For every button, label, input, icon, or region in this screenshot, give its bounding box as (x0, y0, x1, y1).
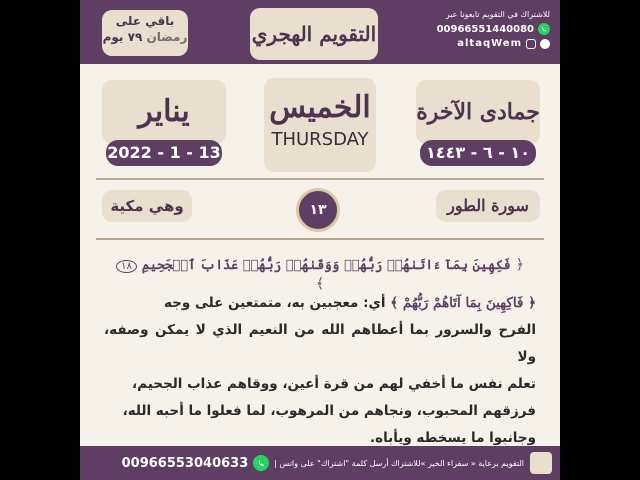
footer-band (80, 446, 560, 480)
subscribe-text: للاشتراك في التقويم تابعونا عبر (445, 10, 550, 19)
tafsir-line-5: وجانبوا ما يسخطه ويأباه. (369, 430, 536, 446)
hijri-month-panel (416, 80, 540, 144)
twitter-icon (540, 39, 550, 49)
instagram-icon (526, 39, 536, 49)
social-handle[interactable]: altaqWem (457, 38, 522, 49)
footer-whatsapp-icon (253, 455, 269, 471)
sponsor-logo (530, 452, 552, 474)
weekday-panel (264, 78, 376, 172)
verse-line (110, 254, 530, 292)
gregorian-month-panel (102, 80, 226, 144)
surah-name: سورة الطور (436, 190, 540, 222)
title-panel (250, 8, 378, 60)
subscribe-info (410, 10, 550, 49)
gregorian-date: 2022 - 1 - 13 (106, 140, 222, 166)
surah-type: وهي مكية (102, 190, 192, 222)
tafsir-line-1 (104, 290, 536, 317)
whatsapp-number[interactable]: 00966551440080 (436, 23, 534, 35)
verse-text: فَكِهِينَ بِمَآ ءَاتَىٰهُمۡ رَبُّهُمۡ وَوَقَىٰهُمۡ رَبُّهُمۡ عَذَابَ ٱلۡجَحِيمِ (141, 258, 511, 273)
app-title: التقويم الهجري (251, 22, 377, 46)
tafsir-text-1: أي: معجبين به، متمتعين على وجه (163, 295, 386, 311)
remaining-count: ٧٩ (127, 30, 143, 44)
verse-open-bracket: ﴿ (515, 257, 524, 273)
verse-close-bracket: ﴾ (315, 276, 325, 292)
weekday-english: THURSDAY (271, 129, 369, 150)
tafsir-line-2: الفرح والسرور بما أعطاهم الله من النعيم الذي لا يمكن وصفه، ولا (104, 322, 536, 365)
footer-sponsor-text: التقويم برعاية « سفراء الخير »للاشتراك أرسل كلمة "اشتراك" على واتس | (274, 458, 524, 468)
hijri-month: جمادى الآخرة (416, 99, 540, 125)
surah-number-badge (296, 188, 340, 232)
remaining-days-box (102, 10, 188, 56)
hijri-date: ١٠ - ٦ - ١٤٤٣ (420, 140, 536, 166)
tafsir-body (104, 290, 536, 452)
footer-whatsapp-number[interactable]: 00966553040633 (121, 455, 249, 471)
calendar-card (80, 0, 560, 480)
weekday-arabic: الخميس (269, 90, 371, 125)
divider-bottom (96, 238, 544, 240)
tafsir-quote: ﴿ فَاكِهِينَ بِمَا آتَاهُمْ رَبُّهُمْ ﴾ (390, 295, 536, 311)
remaining-month: رمضان (146, 30, 188, 44)
surah-number: ١٣ (309, 202, 327, 218)
gregorian-month: يناير (138, 94, 190, 129)
verse-number: ١٨ (116, 260, 137, 273)
remaining-unit: يوم (102, 30, 124, 44)
tafsir-line-4: فرزقهم المحبوب، ونجاهم من المرهوب، لما فعلوا ما أحبه الله، (122, 403, 536, 419)
divider-top (96, 178, 544, 180)
tafsir-line-3: تعلم نفس ما أخفي لهم من قرة أعين، ووقاهم عذاب الجحيم، (132, 376, 536, 392)
remaining-label: باقي على (115, 14, 175, 28)
whatsapp-icon (538, 23, 550, 35)
